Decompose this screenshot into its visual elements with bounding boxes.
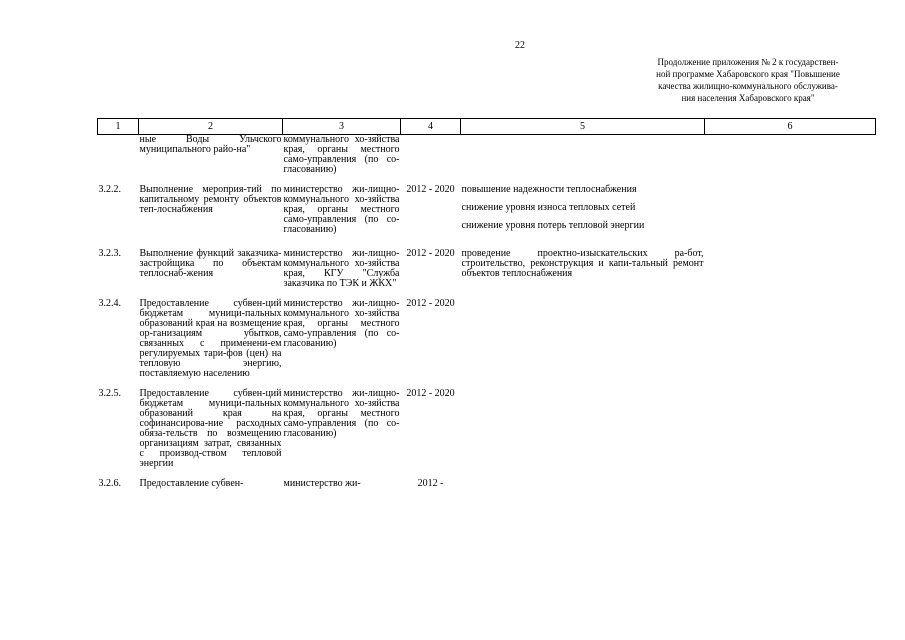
measure-executor: министерство жи-лищно-коммунального хо-зяйства края, органы местного само-управления (по со-гласованию) [283, 298, 400, 349]
measure-period [401, 135, 461, 186]
measure-executor: министерство жи-лищно-коммунального хо-зяйства края, КГУ "Служба заказчика по ТЭК и ЖКХ" [283, 248, 400, 289]
measure-period: 2012 - [417, 478, 444, 489]
result-item: проведение проектно-изыскательских ра-бот, строительство, реконструкция и капи-тальный ремонт объектов теплоснабжения [461, 248, 704, 279]
measure-name: ные Воды Ульчского муниципального райо-на" [139, 134, 282, 155]
header-line: ной программе Хабаровского края "Повышение [656, 69, 840, 79]
page-number: 22 [515, 40, 525, 51]
measure-name: Выполнение мероприя-тий по капитальному ремонту объектов теп-лоснабжения [139, 184, 282, 215]
measure-results [461, 135, 705, 186]
row-number: 3.2.2. [98, 184, 121, 195]
measure-period: 2012 - 2020 [406, 184, 455, 195]
row-number: 3.2.6. [98, 478, 121, 489]
result-item: повышение надежности теплоснабжения [461, 184, 637, 195]
header-line: качества жилищно-коммунального обслужива- [658, 81, 838, 91]
table-row [98, 299, 876, 389]
column-header-4: 4 [401, 119, 461, 135]
measure-name: Выполнение функций заказчика-застройщика по объектам теплоснаб-жения [139, 248, 282, 279]
measure-results [461, 299, 705, 389]
measure-name: Предоставление субвен-ций бюджетам муници-пальных образований края на софинансирова-ние расходных обяза-тельств по возмещению организациям затрат, связанных с производ-ством тепловой энергии [139, 388, 282, 469]
header-line: ния населения Хабаровского края" [681, 93, 815, 103]
column-header-5: 5 [461, 119, 705, 135]
measure-results [461, 479, 705, 489]
measure-executor: министерство жи-лищно-коммунального хо-зяйства края, органы местного само-управления (по со-гласованию) [283, 184, 400, 235]
measure-note [705, 185, 876, 249]
measure-results [461, 185, 705, 249]
measure-executor: коммунального хо-зяйства края, органы местного само-управления (по со-гласованию) [283, 134, 400, 175]
table-row [98, 135, 876, 186]
column-header-2: 2 [139, 119, 283, 135]
measure-note [705, 479, 876, 489]
measure-note [705, 135, 876, 186]
measure-executor: министерство жи- [283, 478, 361, 489]
result-item: снижение уровня потерь тепловой энергии [461, 220, 645, 231]
measure-note [705, 299, 876, 389]
column-header-1: 1 [98, 119, 139, 135]
measure-executor: министерство жи-лищно-коммунального хо-зяйства края, органы местного само-управления (по со-гласованию) [283, 388, 400, 439]
column-number-row [98, 119, 876, 135]
row-number [98, 135, 139, 186]
measure-results [461, 249, 705, 299]
table-row [98, 389, 876, 479]
row-number: 3.2.3. [98, 248, 121, 259]
measure-name: Предоставление субвен- [139, 478, 244, 489]
column-header-3: 3 [283, 119, 401, 135]
measure-note [705, 249, 876, 299]
table-row [98, 479, 876, 489]
measure-name: Предоставление субвен-ций бюджетам муници-пальных образований края на возмещение ор-ганизациям убытков, связанных с применени-ем регулируемых тари-фов (цен) на тепловую энергию, поставляемую населению [139, 298, 282, 379]
appendix-header-note [625, 56, 871, 104]
column-header-6: 6 [705, 119, 876, 135]
measure-period: 2012 - 2020 [406, 388, 455, 399]
table-row [98, 249, 876, 299]
measures-table [97, 118, 876, 489]
measure-period: 2012 - 2020 [406, 298, 455, 309]
row-number: 3.2.4. [98, 298, 121, 309]
measure-note [705, 389, 876, 479]
table-row [98, 185, 876, 249]
measure-period: 2012 - 2020 [406, 248, 455, 259]
measure-results [461, 389, 705, 479]
header-line: Продолжение приложения № 2 к государствен- [657, 57, 839, 67]
row-number: 3.2.5. [98, 388, 121, 399]
result-item: снижение уровня износа тепловых сетей [461, 202, 636, 213]
